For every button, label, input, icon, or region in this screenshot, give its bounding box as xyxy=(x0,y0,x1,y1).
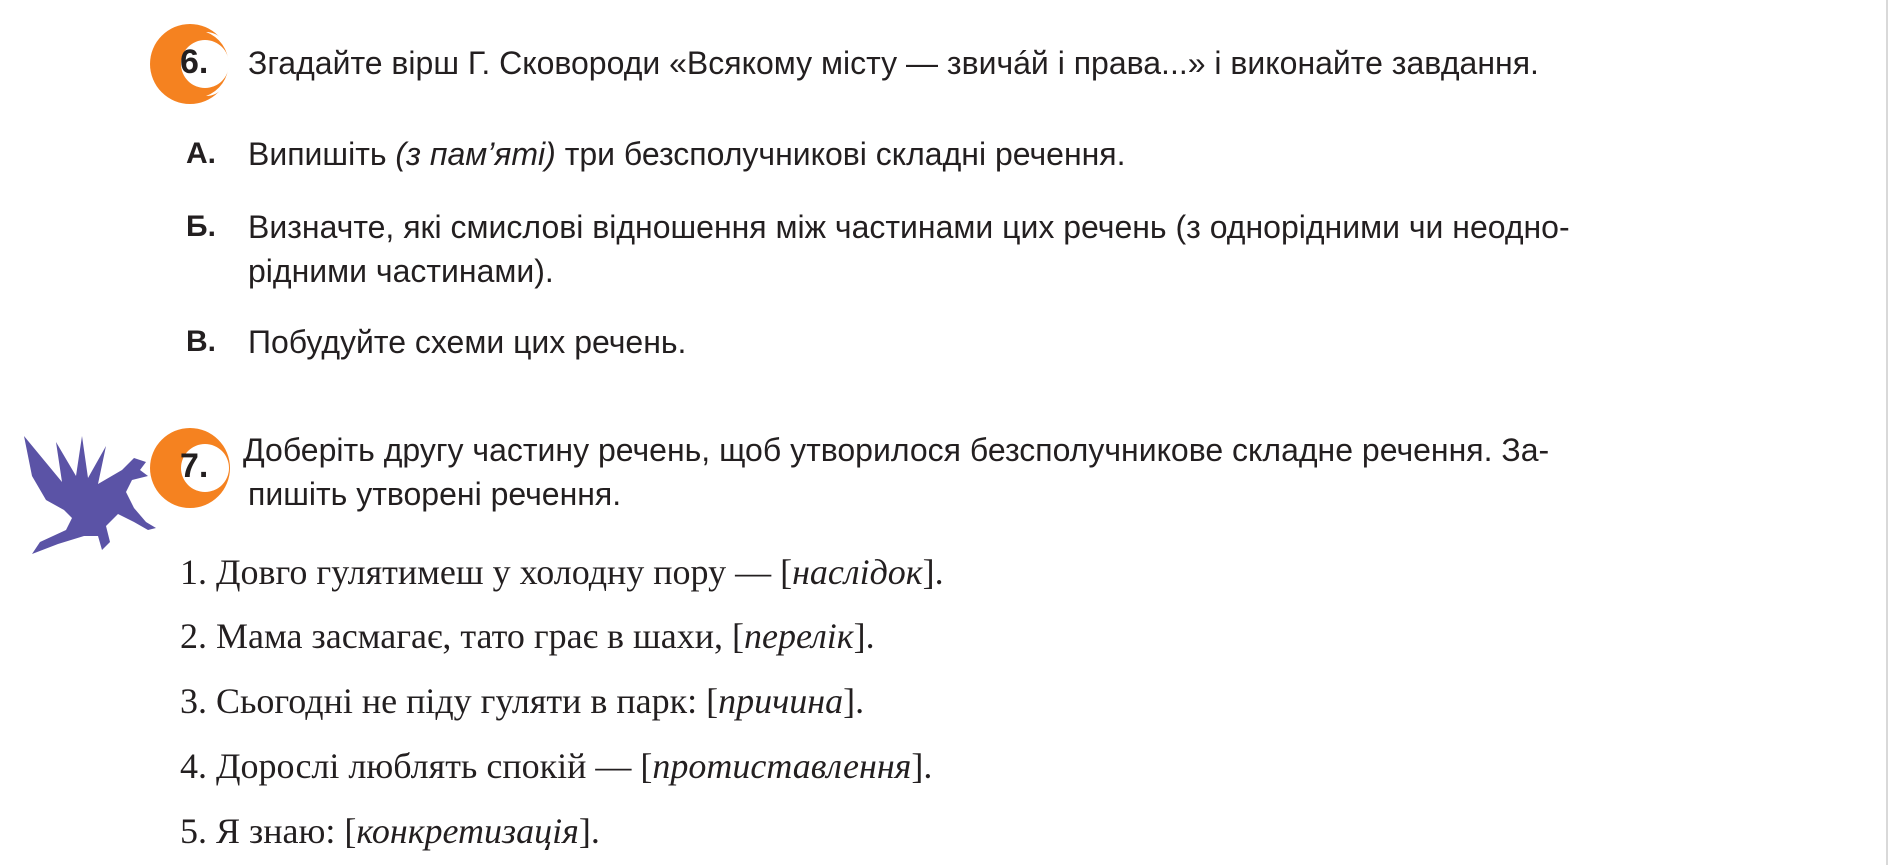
task-6-item-a-text xyxy=(248,132,1126,176)
task-6-item-a-italic: (з пам’яті) xyxy=(395,136,556,172)
example-3-end: ]. xyxy=(843,681,865,721)
example-1 xyxy=(180,548,944,596)
example-2 xyxy=(180,612,875,660)
task-6-item-b-line2: рідними частинами). xyxy=(248,253,554,289)
pegasus-icon xyxy=(10,418,162,554)
task-6-item-a-before: Випишіть xyxy=(248,136,396,172)
example-3 xyxy=(180,677,864,725)
task-6-number: 6. xyxy=(180,43,209,81)
example-1-end: ]. xyxy=(922,552,944,592)
example-5-hint: конкретизація xyxy=(356,811,579,851)
example-4-text: 4. Дорослі люблять спокій — [ xyxy=(180,746,653,786)
example-2-hint: перелік xyxy=(744,616,854,656)
task-7-line2: пишіть утворені речення. xyxy=(248,476,622,512)
example-5 xyxy=(180,807,600,855)
example-1-text: 1. Довго гулятимеш у холодну пору — [ xyxy=(180,552,793,592)
example-4-hint: протиставлення xyxy=(652,746,912,786)
task-6-item-c-letter: В. xyxy=(186,325,216,358)
task-7-number: 7. xyxy=(180,447,209,485)
task-6-item-b-line1: Визначте, які смислові відношення між частинами цих речень (з однорідними чи неодно- xyxy=(248,209,1570,245)
task-6-item-b-letter: Б. xyxy=(186,210,216,243)
example-3-hint: причина xyxy=(718,681,844,721)
task-6-item-c-text: Побудуйте схеми цих речень. xyxy=(248,324,687,360)
example-5-text: 5. Я знаю: [ xyxy=(180,811,357,851)
example-5-end: ]. xyxy=(578,811,600,851)
example-3-text: 3. Сьогодні не піду гуляти в парк: [ xyxy=(180,681,719,721)
example-2-text: 2. Мама засмагає, тато грає в шахи, [ xyxy=(180,616,745,656)
task-6-title: Згадайте вірш Г. Сковороди «Всякому місту — звичáй і права...» і виконайте завдання. xyxy=(248,45,1539,81)
task-6-item-a-letter: А. xyxy=(186,137,216,170)
example-1-hint: наслідок xyxy=(792,552,923,592)
example-2-end: ]. xyxy=(853,616,875,656)
example-4 xyxy=(180,742,932,790)
example-4-end: ]. xyxy=(911,746,933,786)
task-6-item-a-after: три безсполучникові складні речення. xyxy=(555,136,1126,172)
task-7-line1: Доберіть другу частину речень, щоб утворилося безсполучникове складне речення. За- xyxy=(243,432,1550,468)
